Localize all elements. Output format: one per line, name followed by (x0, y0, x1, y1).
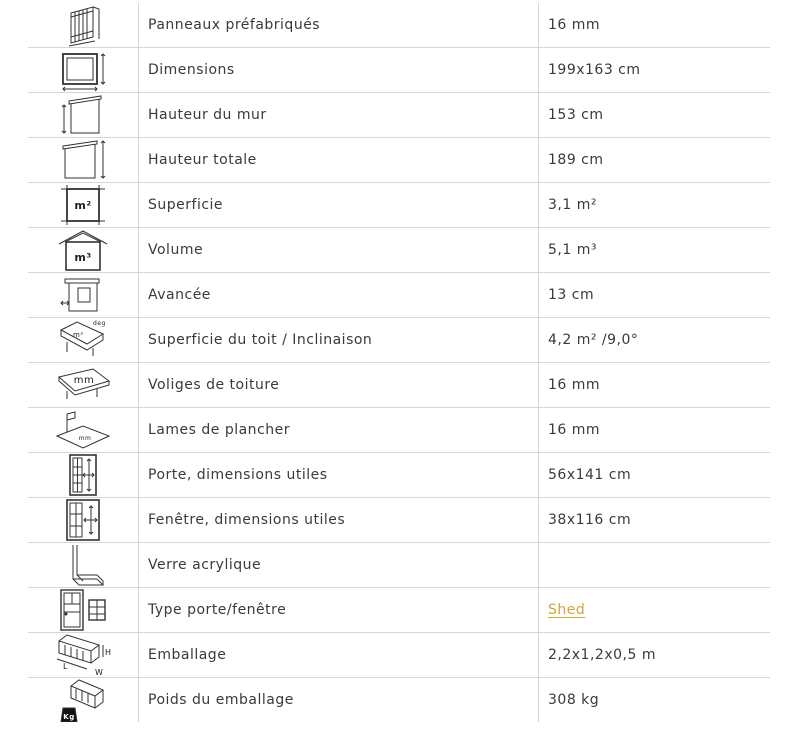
roof-area-incline-icon (53, 318, 113, 362)
dimensions-icon (53, 48, 113, 92)
spec-value: 38x116 cm (539, 498, 771, 543)
spec-value: 308 kg (548, 692, 600, 708)
acrylic-glass-icon (53, 543, 113, 587)
spec-value (539, 588, 771, 633)
spec-label: Type porte/fenêtre (139, 588, 539, 633)
icon-cell (28, 3, 139, 48)
icon-label: H (105, 648, 112, 657)
table-row (28, 678, 770, 723)
window-dimensions-icon (53, 498, 113, 542)
spec-label: Superficie du toit / Inclinaison (139, 318, 539, 363)
spec-value: 4,2 m² /9,0° (539, 318, 771, 363)
icon-label: m² (74, 199, 92, 212)
icon-cell (28, 588, 139, 633)
roof-boards-icon (53, 363, 113, 407)
spec-value (539, 543, 771, 588)
table-row (28, 633, 770, 678)
icon-cell (28, 543, 139, 588)
spec-label: Avancée (139, 273, 539, 318)
icon-label: deg (93, 320, 106, 327)
package-weight-icon (53, 678, 113, 722)
floor-area-icon (53, 183, 113, 227)
table-row (28, 138, 770, 183)
table-row (28, 228, 770, 273)
spec-label: Lames de plancher (139, 408, 539, 453)
spec-label: Fenêtre, dimensions utiles (139, 498, 539, 543)
table-row (28, 93, 770, 138)
icon-cell (28, 138, 139, 183)
spec-label: Volume (139, 228, 539, 273)
packaging-icon (51, 633, 115, 677)
icon-cell (28, 228, 139, 273)
icon-cell (28, 93, 139, 138)
spec-label: Voliges de toiture (139, 363, 539, 408)
icon-cell (28, 273, 139, 318)
spec-value: 13 cm (539, 273, 771, 318)
icon-cell (28, 183, 139, 228)
icon-cell (28, 48, 139, 93)
floor-boards-icon (53, 408, 113, 452)
spec-value: 189 cm (539, 138, 771, 183)
icon-cell (28, 408, 139, 453)
icon-cell (28, 453, 139, 498)
volume-icon (53, 228, 113, 272)
overhang-icon (53, 273, 113, 317)
table-row (28, 273, 770, 318)
specifications-table (28, 3, 770, 722)
spec-label: Hauteur du mur (139, 93, 539, 138)
wall-height-icon (53, 93, 113, 137)
spec-label: Panneaux préfabriqués (139, 3, 539, 48)
icon-label: Kg (63, 713, 75, 721)
spec-value: 153 cm (539, 93, 771, 138)
door-window-type-icon (53, 588, 113, 632)
spec-label: Verre acrylique (139, 543, 539, 588)
table-row (28, 363, 770, 408)
table-row (28, 48, 770, 93)
spec-value: 5,1 m³ (539, 228, 771, 273)
spec-value: 56x141 cm (539, 453, 771, 498)
spec-value: 16 mm (539, 3, 771, 48)
table-row (28, 588, 770, 633)
table-row (28, 543, 770, 588)
total-height-icon (53, 138, 113, 182)
icon-cell (28, 498, 139, 543)
spec-value: 2,2x1,2x0,5 m (539, 633, 771, 678)
table-row (28, 498, 770, 543)
spec-value: 199x163 cm (539, 48, 771, 93)
table-row (28, 183, 770, 228)
prefab-panels-icon (53, 3, 113, 47)
icon-label: m² (73, 331, 84, 339)
spec-label: Porte, dimensions utiles (139, 453, 539, 498)
spec-value: 3,1 m² (539, 183, 771, 228)
spec-label: Poids du emballage (139, 678, 539, 723)
door-dimensions-icon (53, 453, 113, 497)
icon-label: L (63, 662, 68, 671)
icon-cell (28, 363, 139, 408)
spec-label: Superficie (139, 183, 539, 228)
table-row (28, 408, 770, 453)
spec-value: 16 mm (539, 408, 771, 453)
door-window-type-link[interactable]: Shed (548, 602, 586, 618)
icon-cell (28, 318, 139, 363)
icon-cell (28, 678, 139, 723)
icon-cell (28, 633, 139, 678)
table-row (28, 3, 770, 48)
spec-value: 16 mm (539, 363, 771, 408)
icon-label: mm (73, 375, 95, 386)
icon-label: m³ (74, 251, 92, 264)
table-row (28, 318, 770, 363)
spec-label: Hauteur totale (139, 138, 539, 183)
icon-label: W (95, 668, 104, 677)
spec-label: Dimensions (139, 48, 539, 93)
icon-label: mm (78, 435, 92, 442)
table-row (28, 453, 770, 498)
spec-label: Emballage (139, 633, 539, 678)
